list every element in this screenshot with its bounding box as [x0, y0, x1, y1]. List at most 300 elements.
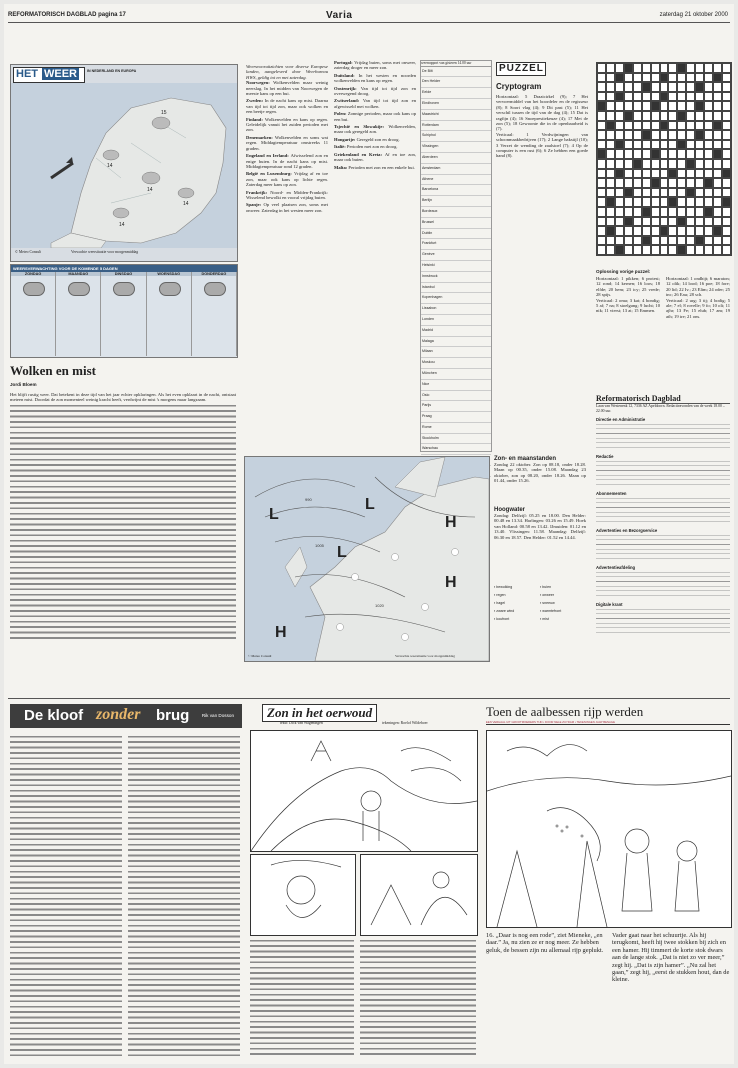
crossword-cell[interactable]: [633, 178, 642, 188]
crossword-cell[interactable]: [642, 169, 651, 179]
crossword-cell[interactable]: [713, 245, 722, 255]
crossword-cell[interactable]: [695, 92, 704, 102]
crossword-cell[interactable]: [677, 130, 686, 140]
crossword-cell[interactable]: [660, 236, 669, 246]
table-row: Brussel: [421, 218, 491, 229]
crossword-cell[interactable]: [606, 178, 615, 188]
crossword-cell[interactable]: [606, 159, 615, 169]
crossword-cell[interactable]: [686, 82, 695, 92]
crossword-cell[interactable]: [633, 245, 642, 255]
crossword-cell[interactable]: [722, 245, 731, 255]
crossword-cell[interactable]: [677, 207, 686, 217]
legend-item: ▪ koufront: [494, 617, 510, 621]
crossword-cell[interactable]: [660, 178, 669, 188]
crossword-cell[interactable]: [713, 197, 722, 207]
crossword-cell[interactable]: [651, 63, 660, 73]
crossword-cell[interactable]: [597, 236, 606, 246]
crossword-cell[interactable]: [713, 169, 722, 179]
crossword-cell[interactable]: [722, 159, 731, 169]
crossword-cell[interactable]: [651, 169, 660, 179]
crossword-cell[interactable]: [686, 73, 695, 83]
crossword-cell[interactable]: [624, 130, 633, 140]
crossword-cell[interactable]: [597, 140, 606, 150]
crossword-cell[interactable]: [695, 140, 704, 150]
crossword-cell[interactable]: [651, 236, 660, 246]
crossword-cell[interactable]: [713, 140, 722, 150]
crossword-cell[interactable]: [677, 82, 686, 92]
crossword-cell[interactable]: [615, 111, 624, 121]
sun-moon-text: Zondag 22 oktober. Zon op 08.18, onder 18.28. Maan op 00.35, onder 15.08. Maandag 23 oktober, zon op 08.20, onder 18.26. Maan op 01.44, onder 15.26.: [494, 462, 586, 484]
crossword-cell: [695, 236, 704, 246]
crossword-cell[interactable]: [624, 82, 633, 92]
crossword-cell[interactable]: [695, 73, 704, 83]
crossword-cell[interactable]: [695, 149, 704, 159]
crossword-cell[interactable]: [597, 188, 606, 198]
crossword-cell[interactable]: [704, 82, 713, 92]
crossword-cell[interactable]: [677, 101, 686, 111]
crossword-cell[interactable]: [713, 111, 722, 121]
map-credit: © Meteo Consult: [15, 250, 42, 254]
crossword-cell[interactable]: [695, 188, 704, 198]
crossword-cell[interactable]: [642, 149, 651, 159]
crossword-cell[interactable]: [633, 111, 642, 121]
crossword-cell[interactable]: [713, 178, 722, 188]
crossword-cell[interactable]: [704, 169, 713, 179]
crossword-cell[interactable]: [606, 169, 615, 179]
crossword-cell[interactable]: [615, 188, 624, 198]
crossword-cell[interactable]: [668, 236, 677, 246]
crossword-cell[interactable]: [660, 197, 669, 207]
crossword-cell[interactable]: [642, 178, 651, 188]
crossword-cell[interactable]: [651, 207, 660, 217]
crossword-cell[interactable]: [633, 207, 642, 217]
crossword-cell[interactable]: [633, 92, 642, 102]
crossword-cell[interactable]: [713, 207, 722, 217]
country-forecast: Denemarken: Wolkenvelden en soms wat regen. Middagtemperatuur omstreeks 11 graden.: [246, 134, 328, 151]
crossword-cell[interactable]: [722, 92, 731, 102]
crossword-cell[interactable]: [624, 149, 633, 159]
crossword-cell[interactable]: [677, 197, 686, 207]
crossword-cell[interactable]: [651, 245, 660, 255]
crossword-cell[interactable]: [660, 169, 669, 179]
crossword-cell[interactable]: [660, 188, 669, 198]
comic2-banner: [250, 704, 476, 726]
crossword-cell: [686, 159, 695, 169]
crossword-cell[interactable]: [597, 121, 606, 131]
crossword-cell[interactable]: [624, 121, 633, 131]
crossword-cell[interactable]: [651, 159, 660, 169]
five-day-forecast: [10, 264, 238, 358]
crossword-grid[interactable]: [596, 62, 732, 256]
crossword-cell[interactable]: [597, 169, 606, 179]
crossword-cell[interactable]: [651, 226, 660, 236]
crossword-cell[interactable]: [722, 121, 731, 131]
crossword-cell[interactable]: [713, 130, 722, 140]
crossword-cell[interactable]: [624, 245, 633, 255]
rd-section-heading: Abonnementen: [596, 491, 627, 497]
crossword-cell[interactable]: [660, 245, 669, 255]
crossword-cell[interactable]: [722, 111, 731, 121]
crossword-cell[interactable]: [704, 130, 713, 140]
crossword-cell[interactable]: [713, 92, 722, 102]
crossword-cell[interactable]: [633, 149, 642, 159]
crossword-cell[interactable]: [686, 207, 695, 217]
table-row: Dublin: [421, 229, 491, 240]
crossword-cell[interactable]: [660, 217, 669, 227]
crossword-cell[interactable]: [677, 159, 686, 169]
crossword-cell[interactable]: [704, 92, 713, 102]
crossword-cell[interactable]: [633, 63, 642, 73]
crossword-cell[interactable]: [624, 140, 633, 150]
crossword-cell[interactable]: [642, 188, 651, 198]
crossword-cell[interactable]: [668, 207, 677, 217]
crossword-cell[interactable]: [668, 140, 677, 150]
sun-tide-panel: [494, 456, 586, 660]
crossword-cell[interactable]: [722, 178, 731, 188]
crossword-cell[interactable]: [624, 226, 633, 236]
crossword-cell[interactable]: [651, 188, 660, 198]
crossword-cell[interactable]: [624, 197, 633, 207]
crossword-cell[interactable]: [606, 245, 615, 255]
crossword-cell[interactable]: [606, 73, 615, 83]
crossword-cell[interactable]: [686, 197, 695, 207]
crossword-cell[interactable]: [651, 73, 660, 83]
crossword-cell[interactable]: [686, 111, 695, 121]
crossword-cell[interactable]: [597, 207, 606, 217]
crossword-cell[interactable]: [642, 63, 651, 73]
rd-section-heading: Directie en Administratie: [596, 417, 646, 423]
crossword-cell[interactable]: [713, 101, 722, 111]
table-row: Milaan: [421, 347, 491, 358]
weather-article-author: Jordi Bloem: [10, 382, 37, 387]
crossword-cell[interactable]: [695, 159, 704, 169]
crossword-cell[interactable]: [668, 217, 677, 227]
crossword-cell[interactable]: [615, 63, 624, 73]
crossword-cell[interactable]: [597, 217, 606, 227]
crossword-cell[interactable]: [677, 236, 686, 246]
svg-text:H: H: [445, 514, 457, 531]
crossword-cell[interactable]: [668, 63, 677, 73]
crossword-cell[interactable]: [660, 159, 669, 169]
crossword-cell[interactable]: [597, 159, 606, 169]
crossword-cell[interactable]: [642, 111, 651, 121]
crossword-cell[interactable]: [615, 217, 624, 227]
puzzle-logo: [496, 62, 546, 76]
crossword-cell[interactable]: [615, 207, 624, 217]
cloud-icon: [68, 282, 90, 296]
crossword-cell[interactable]: [686, 63, 695, 73]
crossword-cell[interactable]: [615, 101, 624, 111]
crossword-cell[interactable]: [677, 188, 686, 198]
crossword-cell[interactable]: [722, 188, 731, 198]
crossword-cell[interactable]: [686, 101, 695, 111]
crossword-cell[interactable]: [606, 101, 615, 111]
crossword-cell[interactable]: [660, 101, 669, 111]
crossword-cell[interactable]: [642, 92, 651, 102]
rd-section-lines: [596, 422, 730, 450]
crossword-cell[interactable]: [606, 236, 615, 246]
crossword-cell[interactable]: [695, 111, 704, 121]
crossword-cell[interactable]: [713, 63, 722, 73]
crossword-cell[interactable]: [651, 111, 660, 121]
crossword-cell[interactable]: [677, 226, 686, 236]
crossword-cell[interactable]: [624, 159, 633, 169]
crossword-cell[interactable]: [606, 111, 615, 121]
puzzle-logo-text: PUZZEL: [499, 63, 544, 74]
crossword-cell[interactable]: [686, 245, 695, 255]
crossword-cell[interactable]: [597, 73, 606, 83]
crossword-cell[interactable]: [642, 101, 651, 111]
solution-vertical-2: Verticaal: 2 urg; 3 tij; 4 bodig; 5 ale; 7 el; 8 rovelle; 9 fo; 10 oli; 11 ajhr; 13 Fe; 15 elub; 17 am; 19 ath; 19 ire; 21 ons.: [666, 297, 730, 319]
crossword-cell[interactable]: [713, 159, 722, 169]
crossword-cell[interactable]: [704, 217, 713, 227]
crossword-cell[interactable]: [624, 101, 633, 111]
crossword-cell[interactable]: [695, 121, 704, 131]
crossword-cell[interactable]: [660, 130, 669, 140]
crossword-cell[interactable]: [668, 111, 677, 121]
crossword-cell[interactable]: [606, 82, 615, 92]
crossword-cell[interactable]: [633, 236, 642, 246]
crossword-cell[interactable]: [597, 178, 606, 188]
crossword-cell[interactable]: [615, 82, 624, 92]
crossword-cell[interactable]: [633, 82, 642, 92]
crossword-cell[interactable]: [597, 111, 606, 121]
crossword-cell[interactable]: [642, 197, 651, 207]
crossword-cell[interactable]: [668, 159, 677, 169]
crossword-cell[interactable]: [686, 169, 695, 179]
crossword-cell[interactable]: [651, 197, 660, 207]
crossword-cell[interactable]: [606, 130, 615, 140]
crossword-cell[interactable]: [597, 63, 606, 73]
crossword-cell[interactable]: [677, 149, 686, 159]
crossword-cell[interactable]: [597, 92, 606, 102]
solution-horizontal-2: Horizontaal: 1 ondhijt; 6 maraton; 12 olik; 14 lood; 16 poe; 18 fore; 20 lid; 22 Iv.; 23 Elim; 24 oder; 25 inc; 26 Eau; 28 sch.: [666, 276, 730, 298]
table-row: Moskou: [421, 358, 491, 369]
crossword-cell[interactable]: [651, 92, 660, 102]
crossword-cell[interactable]: [668, 130, 677, 140]
crossword-cell[interactable]: [668, 226, 677, 236]
crossword-cell[interactable]: [686, 121, 695, 131]
crossword-cell[interactable]: [695, 197, 704, 207]
crossword-cell[interactable]: [722, 140, 731, 150]
crossword-cell[interactable]: [633, 217, 642, 227]
crossword-cell[interactable]: [642, 140, 651, 150]
crossword-cell[interactable]: [704, 63, 713, 73]
country-forecast: Griekenland en Kreta: Af en toe zon, maar ook buien.: [334, 151, 416, 163]
crossword-cell[interactable]: [686, 130, 695, 140]
crossword-cell[interactable]: [668, 121, 677, 131]
crossword-cell[interactable]: [615, 236, 624, 246]
crossword-cell[interactable]: [597, 130, 606, 140]
forecast-day-label: DINSDAG: [101, 272, 145, 276]
crossword-cell[interactable]: [615, 226, 624, 236]
crossword-cell[interactable]: [695, 178, 704, 188]
crossword-cell[interactable]: [713, 82, 722, 92]
crossword-cell[interactable]: [624, 236, 633, 246]
crossword-cell[interactable]: [713, 236, 722, 246]
rd-section-heading: Advertenties en Bezorgservice: [596, 528, 658, 534]
crossword-cell[interactable]: [695, 169, 704, 179]
crossword-cell[interactable]: [606, 92, 615, 102]
crossword-cell[interactable]: [722, 101, 731, 111]
crossword-cell[interactable]: [686, 236, 695, 246]
crossword-cell[interactable]: [704, 188, 713, 198]
crossword-cell[interactable]: [686, 92, 695, 102]
crossword-cell[interactable]: [722, 207, 731, 217]
crossword-cell[interactable]: [651, 140, 660, 150]
table-row: Madrid: [421, 326, 491, 337]
crossword-cell[interactable]: [722, 226, 731, 236]
europe-list-2: [334, 60, 416, 170]
story-filler: [10, 734, 122, 1056]
crossword-cell[interactable]: [704, 121, 713, 131]
crossword-cell[interactable]: [624, 92, 633, 102]
crossword-cell[interactable]: [722, 217, 731, 227]
crossword-cell[interactable]: [704, 73, 713, 83]
crossword-cell[interactable]: [722, 149, 731, 159]
crossword-cell[interactable]: [704, 101, 713, 111]
crossword-cell[interactable]: [642, 121, 651, 131]
crossword-cell[interactable]: [615, 159, 624, 169]
crossword-cell[interactable]: [668, 101, 677, 111]
crossword-cell[interactable]: [668, 188, 677, 198]
crossword-cell[interactable]: [597, 245, 606, 255]
crossword-cell[interactable]: [660, 149, 669, 159]
crossword-cell[interactable]: [633, 101, 642, 111]
crossword-cell[interactable]: [633, 226, 642, 236]
crossword-cell[interactable]: [633, 130, 642, 140]
table-row: Genève: [421, 250, 491, 261]
crossword-cell[interactable]: [651, 82, 660, 92]
crossword-cell[interactable]: [642, 226, 651, 236]
crossword-cell[interactable]: [615, 178, 624, 188]
crossword-cell[interactable]: [704, 111, 713, 121]
forecast-day: [101, 272, 146, 356]
crossword-cell[interactable]: [695, 217, 704, 227]
country-forecast: Portugal: Vrijdag buien, soms met onweer, zaterdag droger en meer zon.: [334, 60, 416, 71]
crossword-cell[interactable]: [615, 197, 624, 207]
crossword-cell[interactable]: [695, 207, 704, 217]
crossword-cell[interactable]: [677, 92, 686, 102]
crossword-cell[interactable]: [615, 149, 624, 159]
crossword-cell[interactable]: [686, 217, 695, 227]
crossword-cell[interactable]: [597, 197, 606, 207]
crossword-cell[interactable]: [615, 130, 624, 140]
crossword-cell[interactable]: [633, 197, 642, 207]
crossword-cell[interactable]: [722, 236, 731, 246]
crossword-cell[interactable]: [660, 82, 669, 92]
crossword-cell[interactable]: [606, 63, 615, 73]
crossword-cell[interactable]: [704, 159, 713, 169]
solution-vertical: Verticaal: 2 oma; 3 kat; 4 bondig; 5 af; 7 na; 8 stoelgang; 9 lucht; 10 nik; 11 vierst; 13 at; 15 Emmen.: [596, 297, 660, 314]
svg-text:15: 15: [161, 110, 167, 116]
table-row: Aberdeen: [421, 153, 491, 164]
crossword-cell[interactable]: [695, 226, 704, 236]
legend-item: ▪ buien: [540, 585, 552, 589]
crossword-cell[interactable]: [606, 140, 615, 150]
crossword-cell[interactable]: [651, 130, 660, 140]
crossword-cell[interactable]: [668, 178, 677, 188]
crossword-cell[interactable]: [606, 149, 615, 159]
crossword-cell[interactable]: [722, 73, 731, 83]
crossword-cell[interactable]: [668, 149, 677, 159]
crossword-cell[interactable]: [704, 197, 713, 207]
crossword-cell[interactable]: [651, 217, 660, 227]
crossword-cell[interactable]: [668, 82, 677, 92]
crossword-cell[interactable]: [722, 130, 731, 140]
crossword-cell[interactable]: [677, 169, 686, 179]
country-forecast: België en Luxemburg: Vrijdag af en toe zon, maar ook kans op lichte regen. Zaterdag meer kans op zon.: [246, 171, 328, 188]
crossword-cell[interactable]: [642, 73, 651, 83]
crossword-cell[interactable]: [704, 245, 713, 255]
crossword-cell[interactable]: [624, 207, 633, 217]
crossword-cell[interactable]: [660, 207, 669, 217]
crossword-cell[interactable]: [713, 217, 722, 227]
crossword-cell[interactable]: [606, 188, 615, 198]
crossword-cell[interactable]: [704, 226, 713, 236]
crossword-cell[interactable]: [633, 169, 642, 179]
crossword-cell[interactable]: [686, 149, 695, 159]
crossword-cell[interactable]: [633, 140, 642, 150]
crossword-cell[interactable]: [633, 188, 642, 198]
crossword-cell[interactable]: [633, 73, 642, 83]
crossword-cell[interactable]: [624, 169, 633, 179]
crossword-cell[interactable]: [686, 226, 695, 236]
crossword-cell[interactable]: [677, 121, 686, 131]
crossword-cell[interactable]: [695, 63, 704, 73]
crossword-cell[interactable]: [722, 63, 731, 73]
crossword-cell[interactable]: [704, 140, 713, 150]
crossword-cell[interactable]: [606, 217, 615, 227]
crossword-cell[interactable]: [597, 226, 606, 236]
crossword-cell[interactable]: [642, 245, 651, 255]
crossword-cell[interactable]: [642, 159, 651, 169]
crossword-cell[interactable]: [686, 140, 695, 150]
svg-text:L: L: [269, 506, 279, 523]
crossword-cell[interactable]: [704, 236, 713, 246]
crossword-cell[interactable]: [668, 245, 677, 255]
crossword-cell[interactable]: [695, 245, 704, 255]
crossword-cell[interactable]: [722, 82, 731, 92]
crossword-cell[interactable]: [615, 121, 624, 131]
crossword-cell[interactable]: [624, 73, 633, 83]
crossword-cell[interactable]: [633, 121, 642, 131]
crossword-cell[interactable]: [597, 82, 606, 92]
crossword-cell: [713, 73, 722, 83]
country-forecast: Noorwegen: Wolkenvelden maar weinig neerslag. In het midden van Noorwegen de meeste kans op een bui.: [246, 80, 328, 97]
solution-title: Oplossing vorige puzzel:: [596, 269, 651, 274]
rd-title: Reformatorisch Dagblad: [596, 394, 730, 404]
crossword-cell[interactable]: [677, 178, 686, 188]
crossword-cell[interactable]: [704, 149, 713, 159]
comic2-panel-2: [250, 854, 356, 936]
header-rule: [8, 22, 730, 23]
crossword-cell[interactable]: [660, 140, 669, 150]
crossword-cell[interactable]: [668, 92, 677, 102]
crossword-cell: [677, 111, 686, 121]
crossword-cell[interactable]: [606, 207, 615, 217]
crossword-cell[interactable]: [686, 178, 695, 188]
table-row: Berlijn: [421, 196, 491, 207]
crossword-cell[interactable]: [677, 73, 686, 83]
crossword-cell[interactable]: [660, 63, 669, 73]
crossword-cell[interactable]: [624, 178, 633, 188]
crossword-cell[interactable]: [651, 121, 660, 131]
crossword-cell[interactable]: [642, 217, 651, 227]
crossword-cell[interactable]: [713, 188, 722, 198]
crossword-cell[interactable]: [668, 73, 677, 83]
crossword-cell[interactable]: [660, 111, 669, 121]
